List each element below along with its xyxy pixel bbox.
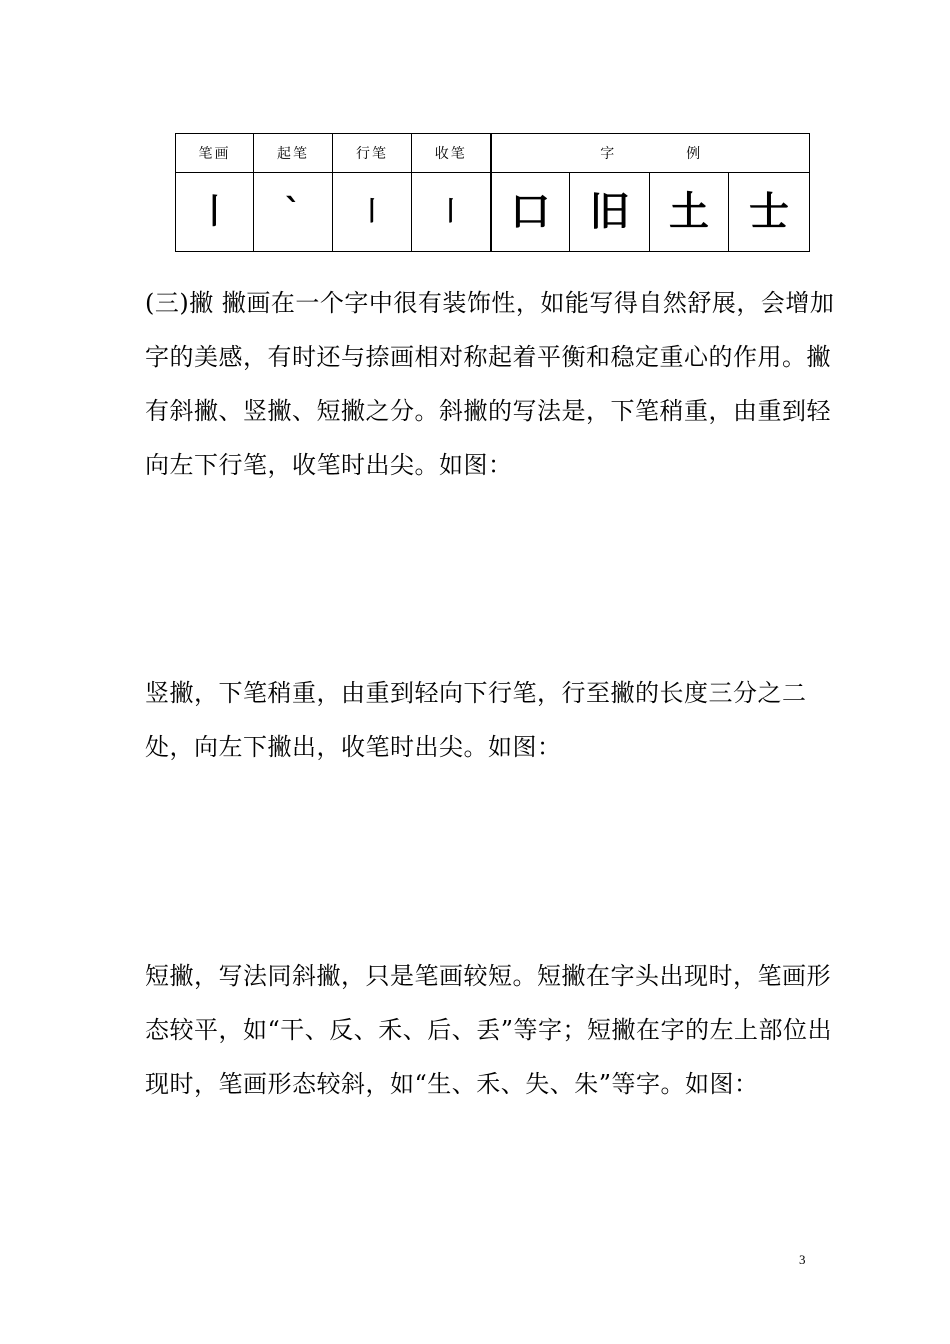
header-examples-char-1: 字	[600, 146, 615, 162]
paragraph-slant-stroke: (三)撇 撇画在一个字中很有装饰性，如能写得自然舒展，会增加字的美感，有时还与捺画相对称起着平衡和稳定重心的作用。撇有斜撇、竖撇、短撇之分。斜撇的写法是，下笔稍重，由重到轻向左下行笔，收笔时出尖。如图：	[145, 289, 835, 479]
start-glyph: `	[284, 192, 302, 232]
example-cell-3	[650, 173, 729, 252]
example-char: 口	[510, 189, 551, 235]
example-char: 土	[669, 189, 709, 235]
example-cell-1	[491, 173, 570, 252]
example-char: 士	[749, 189, 789, 235]
stroke-glyph: 丨	[197, 192, 232, 232]
cell-finish	[412, 173, 491, 252]
cell-stroke	[176, 173, 254, 252]
move-glyph: 丨	[358, 197, 385, 227]
header-finish: 收笔	[412, 134, 491, 173]
cell-move	[333, 173, 412, 252]
header-examples	[491, 134, 810, 173]
example-char: 旧	[589, 189, 630, 235]
page-number: 3	[799, 1252, 806, 1267]
table-row	[176, 173, 810, 252]
paragraph-short-stroke: 短撇，写法同斜撇，只是笔画较短。短撇在字头出现时，笔画形态较平，如“干、反、禾、后、丢”等字；短撇在字的左上部位出现时，笔画形态较斜，如“生、禾、失、朱”等字。如图：	[145, 962, 833, 1098]
header-start: 起笔	[254, 134, 333, 173]
cell-start	[254, 173, 333, 252]
paragraph-vertical-stroke: 竖撇，下笔稍重，由重到轻向下行笔，行至撇的长度三分之二处，向左下撇出，收笔时出尖。如图：	[145, 679, 807, 761]
stroke-table	[175, 133, 810, 252]
finish-glyph: 丨	[437, 197, 464, 227]
table-header-row	[176, 134, 810, 173]
header-move: 行笔	[333, 134, 412, 173]
example-cell-2	[570, 173, 650, 252]
header-stroke: 笔画	[176, 134, 254, 173]
header-examples-char-2: 例	[686, 146, 701, 162]
example-cell-4	[729, 173, 810, 252]
